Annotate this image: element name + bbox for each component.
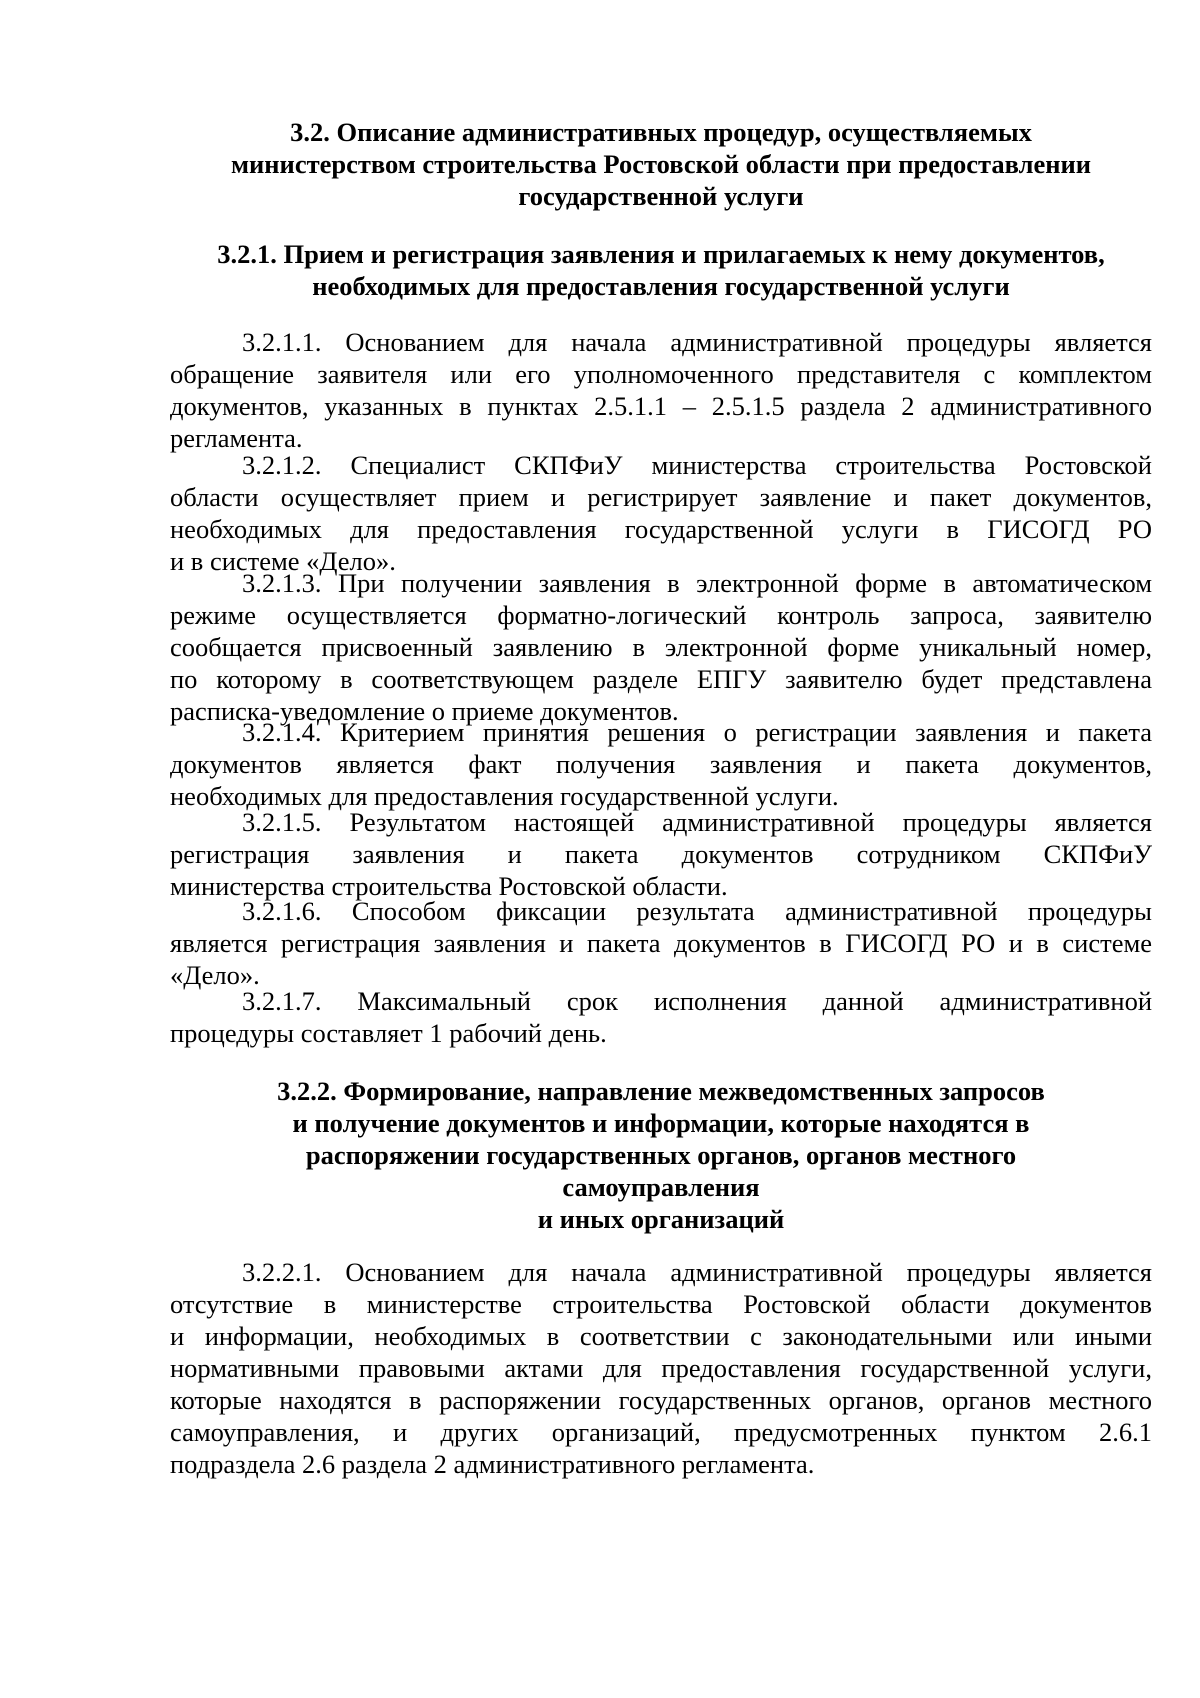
paragraph-line: регламента. xyxy=(170,423,303,453)
paragraph-line: расписка-уведомление о приеме документов. xyxy=(170,696,679,726)
heading-line: и иных организаций xyxy=(537,1204,785,1234)
heading-line: и получение документов и информации, которые находятся в xyxy=(292,1108,1030,1138)
paragraph-3-2-1-6 xyxy=(170,895,1152,991)
paragraph-3-2-2-1 xyxy=(170,1256,1152,1480)
paragraph-line: и информации, необходимых в соответствии с законодательными или иными xyxy=(170,1321,1152,1351)
paragraph-3-2-1-2 xyxy=(170,449,1152,577)
paragraph-3-2-1-3 xyxy=(170,567,1152,727)
paragraph-3-2-1-1 xyxy=(170,326,1152,454)
paragraph-line: процедуры составляет 1 рабочий день. xyxy=(170,1018,607,1048)
paragraph-line: 3.2.2.1. Основанием для начала административной процедуры является xyxy=(242,1257,1152,1287)
paragraph-line: нормативными правовыми актами для предоставления государственной услуги, xyxy=(170,1353,1152,1383)
heading-line: необходимых для предоставления государственной услуги xyxy=(312,271,1010,301)
paragraph-line: 3.2.1.3. При получении заявления в электронной форме в автоматическом xyxy=(242,568,1152,598)
paragraph-line: подраздела 2.6 раздела 2 административного регламента. xyxy=(170,1449,815,1479)
heading-line: распоряжении государственных органов, органов местного xyxy=(305,1140,1017,1170)
paragraph-line: самоуправления, и других организаций, предусмотренных пунктом 2.6.1 xyxy=(170,1417,1152,1447)
paragraph-3-2-1-7 xyxy=(170,985,1152,1049)
paragraph-line: 3.2.1.6. Способом фиксации результата административной процедуры xyxy=(242,896,1152,926)
paragraph-line: и в системе «Дело». xyxy=(170,546,396,576)
paragraph-3-2-1-5 xyxy=(170,806,1152,902)
paragraph-line: 3.2.1.1. Основанием для начала административной процедуры является xyxy=(242,327,1152,357)
heading-line: самоуправления xyxy=(562,1172,760,1202)
paragraph-line: обращение заявителя или его уполномоченного представителя с комплектом xyxy=(170,359,1152,389)
section-3-2-2-title xyxy=(170,1075,1152,1235)
paragraph-line: области осуществляет прием и регистрирует заявление и пакет документов, xyxy=(170,482,1152,512)
paragraph-line: министерства строительства Ростовской области. xyxy=(170,871,728,901)
paragraph-line: отсутствие в министерстве строительства Ростовской области документов xyxy=(170,1289,1152,1319)
heading-line: министерством строительства Ростовской области при предоставлении xyxy=(230,149,1092,179)
paragraph-3-2-1-4 xyxy=(170,716,1152,812)
section-3-2-1-title xyxy=(170,238,1152,302)
heading-line: 3.2.2. Формирование, направление межведомственных запросов xyxy=(277,1076,1045,1106)
paragraph-line: документов, указанных в пунктах 2.5.1.1 – 2.5.1.5 раздела 2 административного xyxy=(170,391,1152,421)
heading-line: 3.2.1. Прием и регистрация заявления и прилагаемых к нему документов, xyxy=(217,239,1105,269)
paragraph-line: регистрация заявления и пакета документов сотрудником СКПФиУ xyxy=(170,839,1152,869)
paragraph-line: 3.2.1.5. Результатом настоящей административной процедуры является xyxy=(242,807,1152,837)
paragraph-line: документов является факт получения заявления и пакета документов, xyxy=(170,749,1152,779)
section-3-2-title xyxy=(170,116,1152,212)
paragraph-line: по которому в соответствующем разделе ЕПГУ заявителю будет представлена xyxy=(170,664,1152,694)
heading-line: государственной услуги xyxy=(518,181,804,211)
heading-line: 3.2. Описание административных процедур, осуществляемых xyxy=(290,117,1032,147)
paragraph-line: которые находятся в распоряжении государственных органов, органов местного xyxy=(170,1385,1152,1415)
paragraph-line: «Дело». xyxy=(170,960,260,990)
paragraph-line: является регистрация заявления и пакета документов в ГИСОГД РО и в системе xyxy=(170,928,1152,958)
paragraph-line: 3.2.1.7. Максимальный срок исполнения данной административной xyxy=(242,986,1152,1016)
paragraph-line: 3.2.1.2. Специалист СКПФиУ министерства строительства Ростовской xyxy=(242,450,1152,480)
paragraph-line: необходимых для предоставления государственной услуги. xyxy=(170,781,839,811)
paragraph-line: сообщается присвоенный заявлению в электронной форме уникальный номер, xyxy=(170,632,1152,662)
paragraph-line: 3.2.1.4. Критерием принятия решения о регистрации заявления и пакета xyxy=(242,717,1152,747)
paragraph-line: режиме осуществляется форматно-логический контроль запроса, заявителю xyxy=(170,600,1152,630)
paragraph-line: необходимых для предоставления государственной услуги в ГИСОГД РО xyxy=(170,514,1152,544)
